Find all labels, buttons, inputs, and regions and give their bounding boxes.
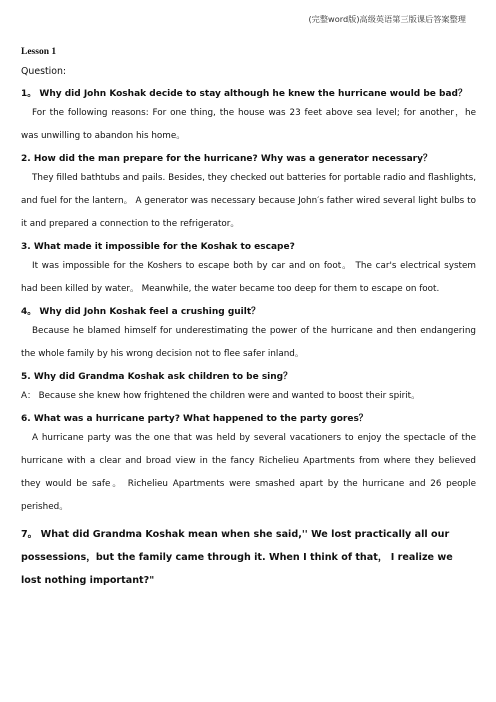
question-5: 5. Why did Grandma Koshak ask children to be sing？ [21,372,293,382]
answer-6: A hurricane party was the one that was held by several vacationers to enjoy the spectacle of the hurricane with a clear and broad view in the fancy Richelieu Apartments from where they believed they would be safe。 Richelieu Apartments were smashed apart by the hurricane and 26 people perished。 [21,433,476,512]
answer-4: Because he blamed himself for underestimating the power of the hurricane and then endangering the whole family by his wrong decision not to flee safer inland。 [21,326,476,359]
answer-3: It was impossible for the Koshers to escape both by car and on foot。 The car's electrical system had been killed by water。 Meanwhile, the water became too deep for them to escape on foot. [21,261,476,294]
question-3: 3. What made it impossible for the Koshak to escape? [21,242,295,252]
question-label: Question: [21,66,67,77]
question-4: 4。 Why did John Koshak feel a crushing guilt？ [21,307,261,317]
answer-2: They filled bathtubs and pails. Besides, they checked out batteries for portable radio and flashlights, and fuel for the lantern。 A generator was necessary because John′s father wired several light bulbs to it and prepared a connection to the refrigerator。 [21,173,476,229]
answer-5: A： Because she knew how frightened the children were and wanted to boost their spirit。 [21,391,420,401]
question-7: 7。 What did Grandma Koshak mean when she said,'' We lost practically all our possessions，but the family came through it. When I think of that， I realize we lost nothing important?" [21,529,453,586]
page-header: (完整word版)高级英语第三版课后答案整理 [308,14,466,24]
answer-1: For the following reasons: For one thing, the house was 23 feet above sea level; for another，he was unwilling to abandon his home。 [21,108,476,141]
question-2: 2. How did the man prepare for the hurricane? Why was a generator necessary？ [21,154,432,164]
question-6: 6. What was a hurricane party? What happened to the party gores？ [21,414,368,424]
document-body [21,62,476,592]
question-1: 1。 Why did John Koshak decide to stay although he knew the hurricane would be bad？ [21,89,467,99]
lesson-title: Lesson 1 [21,47,57,57]
